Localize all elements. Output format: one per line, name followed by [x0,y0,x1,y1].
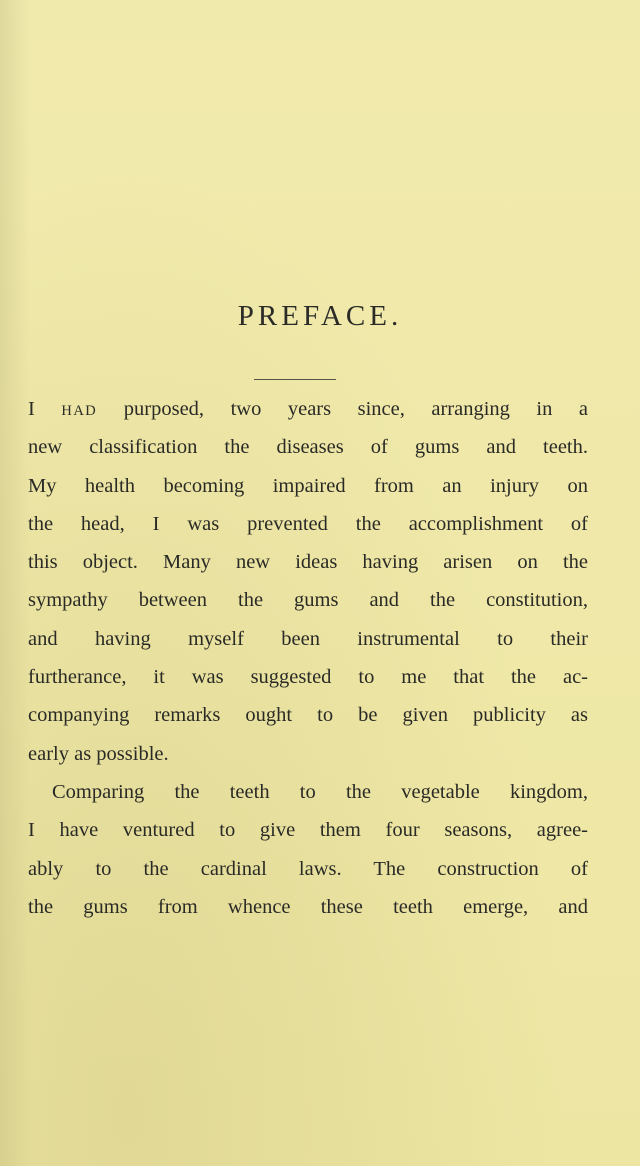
text-line-10: early as possible. [28,742,169,765]
text-line-14: the gums from whence these teeth emerge, and [28,895,588,918]
text-line-8: furtherance, it was suggested to me that the ac- [28,666,588,689]
page-title: PREFACE. [237,300,403,332]
preface-body [28,390,588,926]
text-line-13: ably to the cardinal laws. The construction of [28,857,588,880]
text-line-6: sympathy between the gums and the constitution, [28,589,588,612]
text-line-5: this object. Many new ideas having arisen on the [28,551,588,574]
title-divider [254,379,336,380]
text-line-7: and having myself been instrumental to their [28,627,588,650]
drop-cap: I [28,398,35,420]
line-remainder: purposed, two years since, arranging in a [97,398,588,420]
text-line-4: the head, I was prevented the accomplishment of [28,512,588,535]
paragraph-1 [28,390,588,773]
text-line-9: companying remarks ought to be given publicity as [28,704,588,727]
text-line-12: I have ventured to give them four seasons, agree- [28,819,588,842]
text-line-2: new classification the diseases of gums and teeth. [28,436,588,459]
text-line-3: My health becoming impaired from an injury on [28,474,588,497]
text-line-1 [28,390,588,428]
small-caps-word: HAD [61,403,98,419]
paragraph-2 [28,773,588,926]
text-line-11: Comparing the teeth to the vegetable kingdom, [52,780,588,803]
